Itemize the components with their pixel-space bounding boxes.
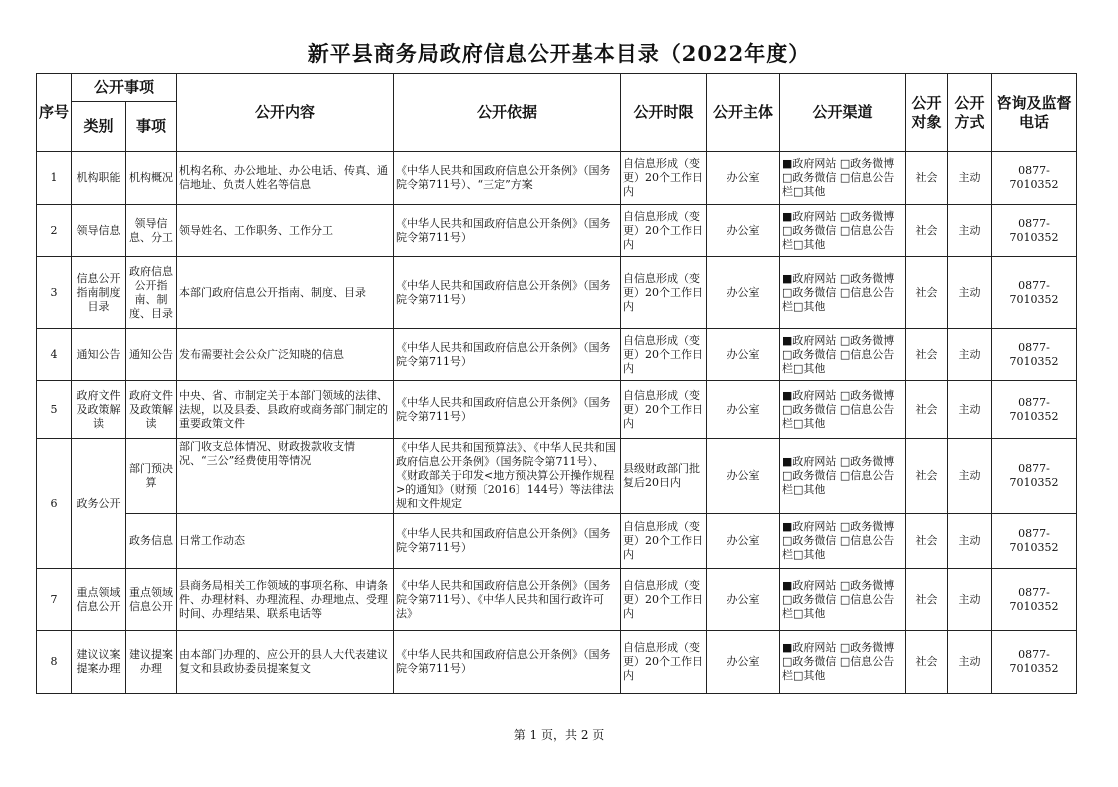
row-content: 领导姓名、工作职务、工作分工 xyxy=(177,205,394,257)
row-item: 机构概况 xyxy=(126,152,177,205)
row-basis: 《中华人民共和国政府信息公开条例》（国务院令第711号） xyxy=(394,205,621,257)
row-channel xyxy=(780,514,906,569)
row-deadline: 自信息形成（变更）20个工作日内 xyxy=(621,631,707,694)
table-row xyxy=(37,631,1077,694)
row-channel xyxy=(780,569,906,631)
header-basis: 公开依据 xyxy=(394,74,621,152)
page-footer: 第 1 页，共 2 页 xyxy=(513,728,605,742)
row-method: 主动 xyxy=(948,631,992,694)
row-content: 本部门政府信息公开指南、制度、目录 xyxy=(177,257,394,329)
row-method: 主动 xyxy=(948,569,992,631)
row-phone: 0877-7010352 xyxy=(992,381,1077,439)
channel-line: 栏□其他 xyxy=(782,299,826,313)
channel-line: 栏□其他 xyxy=(782,606,826,620)
row-target: 社会 xyxy=(906,569,948,631)
channel-line: ■政府网站 □政务微博 xyxy=(782,455,895,468)
row-target: 社会 xyxy=(906,329,948,381)
row-item: 重点领域信息公开 xyxy=(126,569,177,631)
channel-line: 栏□其他 xyxy=(782,416,826,430)
channel-line: □政务微信 □信息公告 xyxy=(782,347,895,361)
header-phone: 咨询及监督电话 xyxy=(992,74,1077,152)
table-row xyxy=(37,569,1077,631)
row-subject: 办公室 xyxy=(707,257,780,329)
row-category: 建议议案提案办理 xyxy=(72,631,126,694)
header-target: 公开对象 xyxy=(906,74,948,152)
row-deadline: 自信息形成（变更）20个工作日内 xyxy=(621,152,707,205)
row-method: 主动 xyxy=(948,152,992,205)
row-target: 社会 xyxy=(906,205,948,257)
channel-line: ■政府网站 □政务微博 xyxy=(782,333,895,347)
row-category: 机构职能 xyxy=(72,152,126,205)
row-deadline: 自信息形成（变更）20个工作日内 xyxy=(621,514,707,569)
row-phone: 0877-7010352 xyxy=(992,152,1077,205)
channel-line: 栏□其他 xyxy=(782,237,826,251)
header-content: 公开内容 xyxy=(177,74,394,152)
row-subject: 办公室 xyxy=(707,569,780,631)
row-seq: 3 xyxy=(37,257,72,329)
channel-line: ■政府网站 □政务微博 xyxy=(782,271,895,285)
row-target: 社会 xyxy=(906,257,948,329)
channel-line: ■政府网站 □政务微博 xyxy=(782,388,895,402)
row-basis: 《中华人民共和国政府信息公开条例》（国务院令第711号） xyxy=(394,381,621,439)
table-row xyxy=(37,381,1077,439)
row-item: 政府信息公开指南、制度、目录 xyxy=(126,257,177,329)
row-item: 部门预决算 xyxy=(126,439,177,514)
row-content: 机构名称、办公地址、办公电话、传真、通信地址、负责人姓名等信息 xyxy=(177,152,394,205)
row-seq: 5 xyxy=(37,381,72,439)
channel-line: □政务微信 □信息公告 xyxy=(782,171,895,184)
row-subject: 办公室 xyxy=(707,152,780,205)
channel-line: ■政府网站 □政务微博 xyxy=(782,209,895,223)
table-row xyxy=(37,329,1077,381)
channel-line: □政务微信 □信息公告 xyxy=(782,285,895,299)
table-row xyxy=(37,439,1077,514)
header-seq: 序号 xyxy=(37,74,72,152)
row-channel xyxy=(780,152,906,205)
row-basis: 《中华人民共和国政府信息公开条例》（国务院令第711号）、《中华人民共和国行政许可法》 xyxy=(394,569,621,631)
row-content: 由本部门办理的、应公开的县人大代表建议复文和县政协委员提案复文 xyxy=(177,631,394,694)
row-phone: 0877-7010352 xyxy=(992,329,1077,381)
row-content: 日常工作动态 xyxy=(177,514,394,569)
row-method: 主动 xyxy=(948,514,992,569)
row-method: 主动 xyxy=(948,205,992,257)
row-seq: 8 xyxy=(37,631,72,694)
row-deadline: 自信息形成（变更）20个工作日内 xyxy=(621,205,707,257)
channel-line: ■政府网站 □政务微博 xyxy=(782,520,895,533)
header-method: 公开方式 xyxy=(948,74,992,152)
row-item: 建议提案办理 xyxy=(126,631,177,694)
row-content: 中央、省、市制定关于本部门领域的法律、法规，以及县委、县政府或商务部门制定的重要政策文件 xyxy=(177,381,394,439)
row-item: 通知公告 xyxy=(126,329,177,381)
row-phone: 0877-7010352 xyxy=(992,257,1077,329)
header-items-group: 公开事项 xyxy=(72,74,177,102)
row-seq: 2 xyxy=(37,205,72,257)
row-item: 政务信息 xyxy=(126,514,177,569)
row-deadline: 自信息形成（变更）20个工作日内 xyxy=(621,569,707,631)
row-channel xyxy=(780,205,906,257)
row-method: 主动 xyxy=(948,257,992,329)
row-content: 发布需要社会公众广泛知晓的信息 xyxy=(177,329,394,381)
header-deadline: 公开时限 xyxy=(621,74,707,152)
row-phone: 0877-7010352 xyxy=(992,514,1077,569)
channel-line: ■政府网站 □政务微博 xyxy=(782,578,895,592)
table-row xyxy=(37,152,1077,205)
channel-line: 栏□其他 xyxy=(782,185,826,198)
row-category: 信息公开指南制度目录 xyxy=(72,257,126,329)
row-basis: 《中华人民共和国政府信息公开条例》（国务院令第711号） xyxy=(394,257,621,329)
row-category: 领导信息 xyxy=(72,205,126,257)
channel-line: 栏□其他 xyxy=(782,483,826,496)
row-category: 通知公告 xyxy=(72,329,126,381)
header-subject: 公开主体 xyxy=(707,74,780,152)
row-category: 重点领域信息公开 xyxy=(72,569,126,631)
row-basis: 《中华人民共和国政府信息公开条例》（国务院令第711号） xyxy=(394,514,621,569)
channel-line: ■政府网站 □政务微博 xyxy=(782,641,895,654)
row-category: 政务公开 xyxy=(72,439,126,569)
row-deadline: 县级财政部门批复后20日内 xyxy=(621,439,707,514)
row-phone: 0877-7010352 xyxy=(992,205,1077,257)
row-seq: 1 xyxy=(37,152,72,205)
row-target: 社会 xyxy=(906,439,948,514)
channel-line: □政务微信 □信息公告 xyxy=(782,534,895,547)
row-content: 部门收支总体情况、财政拨款收支情况、“三公”经费使用等情况 xyxy=(177,439,394,514)
row-basis: 《中华人民共和国政府信息公开条例》（国务院令第711号） xyxy=(394,631,621,694)
table-row xyxy=(37,205,1077,257)
row-seq: 7 xyxy=(37,569,72,631)
row-channel xyxy=(780,381,906,439)
row-channel xyxy=(780,631,906,694)
row-subject: 办公室 xyxy=(707,205,780,257)
header-channel: 公开渠道 xyxy=(780,74,906,152)
channel-line: □政务微信 □信息公告 xyxy=(782,592,895,606)
row-target: 社会 xyxy=(906,152,948,205)
row-channel xyxy=(780,257,906,329)
row-phone: 0877-7010352 xyxy=(992,631,1077,694)
table-row xyxy=(37,514,1077,569)
channel-line: 栏□其他 xyxy=(782,361,826,375)
row-deadline: 自信息形成（变更）20个工作日内 xyxy=(621,329,707,381)
channel-line: □政务微信 □信息公告 xyxy=(782,223,895,237)
table-row xyxy=(37,257,1077,329)
channel-line: □政务微信 □信息公告 xyxy=(782,402,895,416)
row-method: 主动 xyxy=(948,439,992,514)
header-item: 事项 xyxy=(126,102,177,152)
row-phone: 0877-7010352 xyxy=(992,569,1077,631)
row-seq: 6 xyxy=(37,439,72,569)
row-method: 主动 xyxy=(948,329,992,381)
row-item: 政府文件及政策解读 xyxy=(126,381,177,439)
row-target: 社会 xyxy=(906,631,948,694)
row-deadline: 自信息形成（变更）20个工作日内 xyxy=(621,257,707,329)
header-category: 类别 xyxy=(72,102,126,152)
page-title: 新平县商务局政府信息公开基本目录（2022年度） xyxy=(307,41,811,66)
row-content: 县商务局相关工作领域的事项名称、申请条件、办理材料、办理流程、办理地点、受理时间、办理结果、联系电话等 xyxy=(177,569,394,631)
channel-line: ■政府网站 □政务微博 xyxy=(782,157,895,170)
row-subject: 办公室 xyxy=(707,631,780,694)
channel-line: 栏□其他 xyxy=(782,548,826,561)
row-seq: 4 xyxy=(37,329,72,381)
channel-line: 栏□其他 xyxy=(782,669,826,682)
row-subject: 办公室 xyxy=(707,514,780,569)
row-phone: 0877-7010352 xyxy=(992,439,1077,514)
row-target: 社会 xyxy=(906,514,948,569)
row-category: 政府文件及政策解读 xyxy=(72,381,126,439)
row-subject: 办公室 xyxy=(707,381,780,439)
row-subject: 办公室 xyxy=(707,329,780,381)
row-basis: 《中华人民共和国预算法》、《中华人民共和国政府信息公开条例》（国务院令第711号）、《财政部关于印发<地方预决算公开操作规程>的通知》（财预〔2016〕144号）等法律法规和文件规定 xyxy=(394,439,621,514)
channel-line: □政务微信 □信息公告 xyxy=(782,655,895,668)
directory-table xyxy=(36,73,1077,694)
row-channel xyxy=(780,439,906,514)
row-channel xyxy=(780,329,906,381)
row-method: 主动 xyxy=(948,381,992,439)
row-target: 社会 xyxy=(906,381,948,439)
row-basis: 《中华人民共和国政府信息公开条例》（国务院令第711号）、“三定”方案 xyxy=(394,152,621,205)
channel-line: □政务微信 □信息公告 xyxy=(782,469,895,482)
row-subject: 办公室 xyxy=(707,439,780,514)
row-item: 领导信息、分工 xyxy=(126,205,177,257)
row-deadline: 自信息形成（变更）20个工作日内 xyxy=(621,381,707,439)
row-basis: 《中华人民共和国政府信息公开条例》（国务院令第711号） xyxy=(394,329,621,381)
